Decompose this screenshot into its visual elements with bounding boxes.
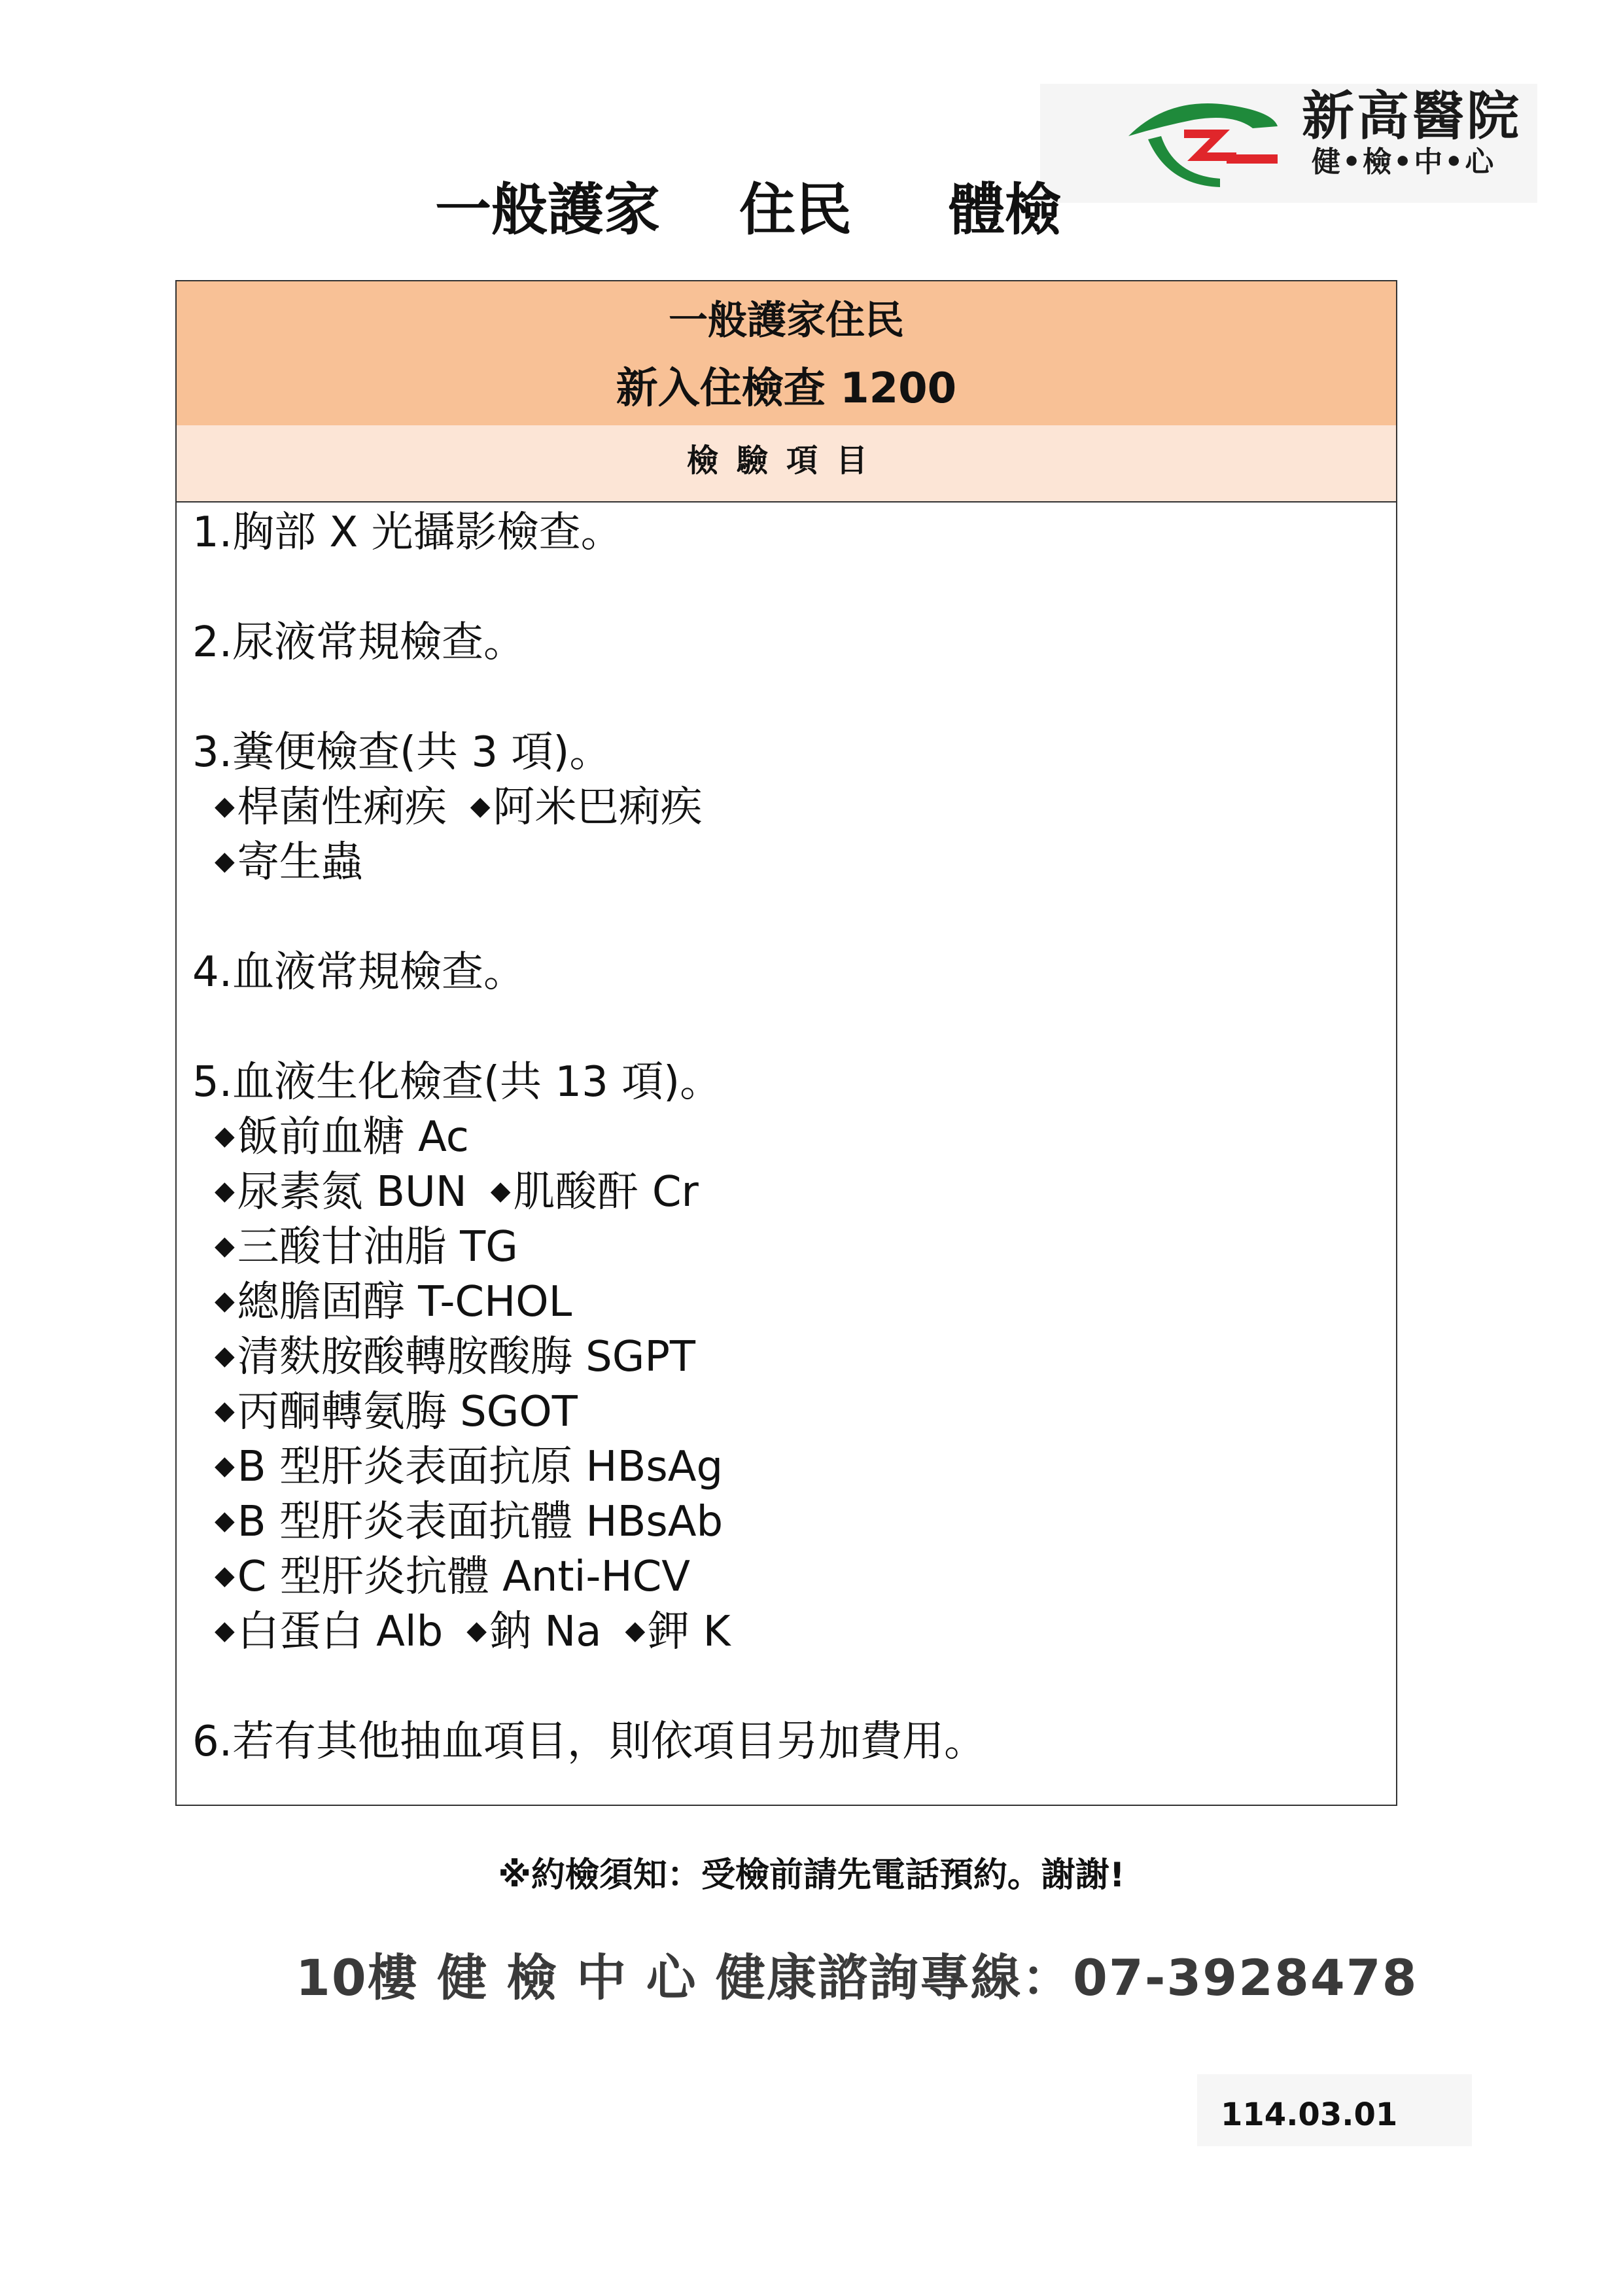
list-sub-item — [215, 1553, 691, 1601]
sub-item-text: 肌酸酐 Cr — [513, 1168, 699, 1216]
sub-item-text: B 型肝炎表面抗原 HBsAg — [237, 1443, 724, 1491]
consultation-hotline: 10樓 健 檢 中 心 健康諮詢專線：07-3928478 — [296, 1949, 1418, 2007]
list-item: 5.血液生化檢查(共 13 項)。 — [192, 1058, 722, 1106]
bullet-icon: ◆ — [215, 1176, 235, 1206]
bullet-icon: ◆ — [215, 1506, 235, 1536]
list-sub-item — [215, 1168, 699, 1216]
sub-item-text: 寄生蟲 — [237, 838, 363, 887]
exam-table — [175, 280, 1397, 1806]
bullet-icon: ◆ — [625, 1616, 646, 1646]
list-item: 3.糞便檢查(共 3 項)。 — [192, 728, 612, 777]
sub-item-text: B 型肝炎表面抗體 HBsAb — [237, 1498, 724, 1546]
health-center-subtitle: 健•檢•中•心 — [1312, 145, 1496, 179]
list-item: 2.尿液常規檢查。 — [192, 618, 526, 667]
sub-item-text: 白蛋白 Alb — [237, 1608, 444, 1656]
revision-date: 114.03.01 — [1221, 2096, 1398, 2133]
list-sub-item — [215, 783, 703, 832]
list-sub-item — [215, 1278, 572, 1326]
title-part-3: 體檢 — [949, 177, 1061, 243]
sub-item-text: 阿米巴痢疾 — [493, 783, 703, 832]
hospital-name: 新高醫院 — [1302, 86, 1522, 147]
list-sub-item — [215, 1443, 724, 1491]
sub-item-text: 總膽固醇 T-CHOL — [237, 1278, 572, 1326]
subheader-label: 檢驗項目 — [686, 442, 886, 479]
sub-item-text: 鈉 Na — [489, 1608, 602, 1656]
table-header-package-price: 新入住檢查 1200 — [616, 364, 957, 413]
list-item: 1.胸部 X 光攝影檢查。 — [192, 508, 623, 557]
bullet-icon: ◆ — [215, 1451, 235, 1481]
list-item: 4.血液常規檢查。 — [192, 948, 526, 997]
sub-item-text: C 型肝炎抗體 Anti-HCV — [237, 1553, 691, 1601]
table-header — [177, 281, 1396, 427]
sub-item-text: 尿素氮 BUN — [237, 1168, 467, 1216]
sub-item-text: 丙酮轉氨脢 SGOT — [237, 1388, 578, 1436]
sub-item-text: 鉀 K — [648, 1608, 731, 1656]
list-sub-item — [215, 1113, 469, 1161]
list-sub-item — [215, 1388, 578, 1436]
table-subheader — [177, 425, 1396, 503]
list-item: 6.若有其他抽血項目，則依項目另加費用。 — [192, 1718, 986, 1766]
list-sub-item — [215, 1223, 518, 1271]
bullet-icon: ◆ — [490, 1176, 511, 1206]
appointment-notice: ※約檢須知：受檢前請先電話預約。謝謝! — [498, 1856, 1125, 1895]
sub-item-text: 清麩胺酸轉胺酸脢 SGPT — [237, 1333, 696, 1381]
list-sub-item — [215, 1498, 724, 1546]
bullet-icon: ◆ — [470, 791, 491, 821]
bullet-icon: ◆ — [215, 1396, 235, 1426]
bullet-icon: ◆ — [215, 1231, 235, 1261]
bullet-icon: ◆ — [215, 1616, 235, 1646]
bullet-icon: ◆ — [215, 1561, 235, 1591]
list-sub-item — [215, 1608, 731, 1656]
title-part-2: 住民 — [739, 177, 852, 243]
hospital-logo-icon — [1122, 90, 1279, 188]
title-part-1: 一般護家 — [435, 177, 660, 243]
sub-item-text: 三酸甘油脂 TG — [237, 1223, 518, 1271]
table-header-title: 一般護家住民 — [669, 298, 904, 344]
sub-item-text: 飯前血糖 Ac — [237, 1113, 469, 1161]
sub-item-text: 桿菌性痢疾 — [237, 783, 447, 832]
bullet-icon: ◆ — [466, 1616, 487, 1646]
bullet-icon: ◆ — [215, 1121, 235, 1151]
bullet-icon: ◆ — [215, 791, 235, 821]
list-sub-item — [215, 1333, 696, 1381]
bullet-icon: ◆ — [215, 1341, 235, 1371]
bullet-icon: ◆ — [215, 1286, 235, 1316]
list-sub-item — [215, 838, 363, 887]
bullet-icon: ◆ — [215, 846, 235, 876]
